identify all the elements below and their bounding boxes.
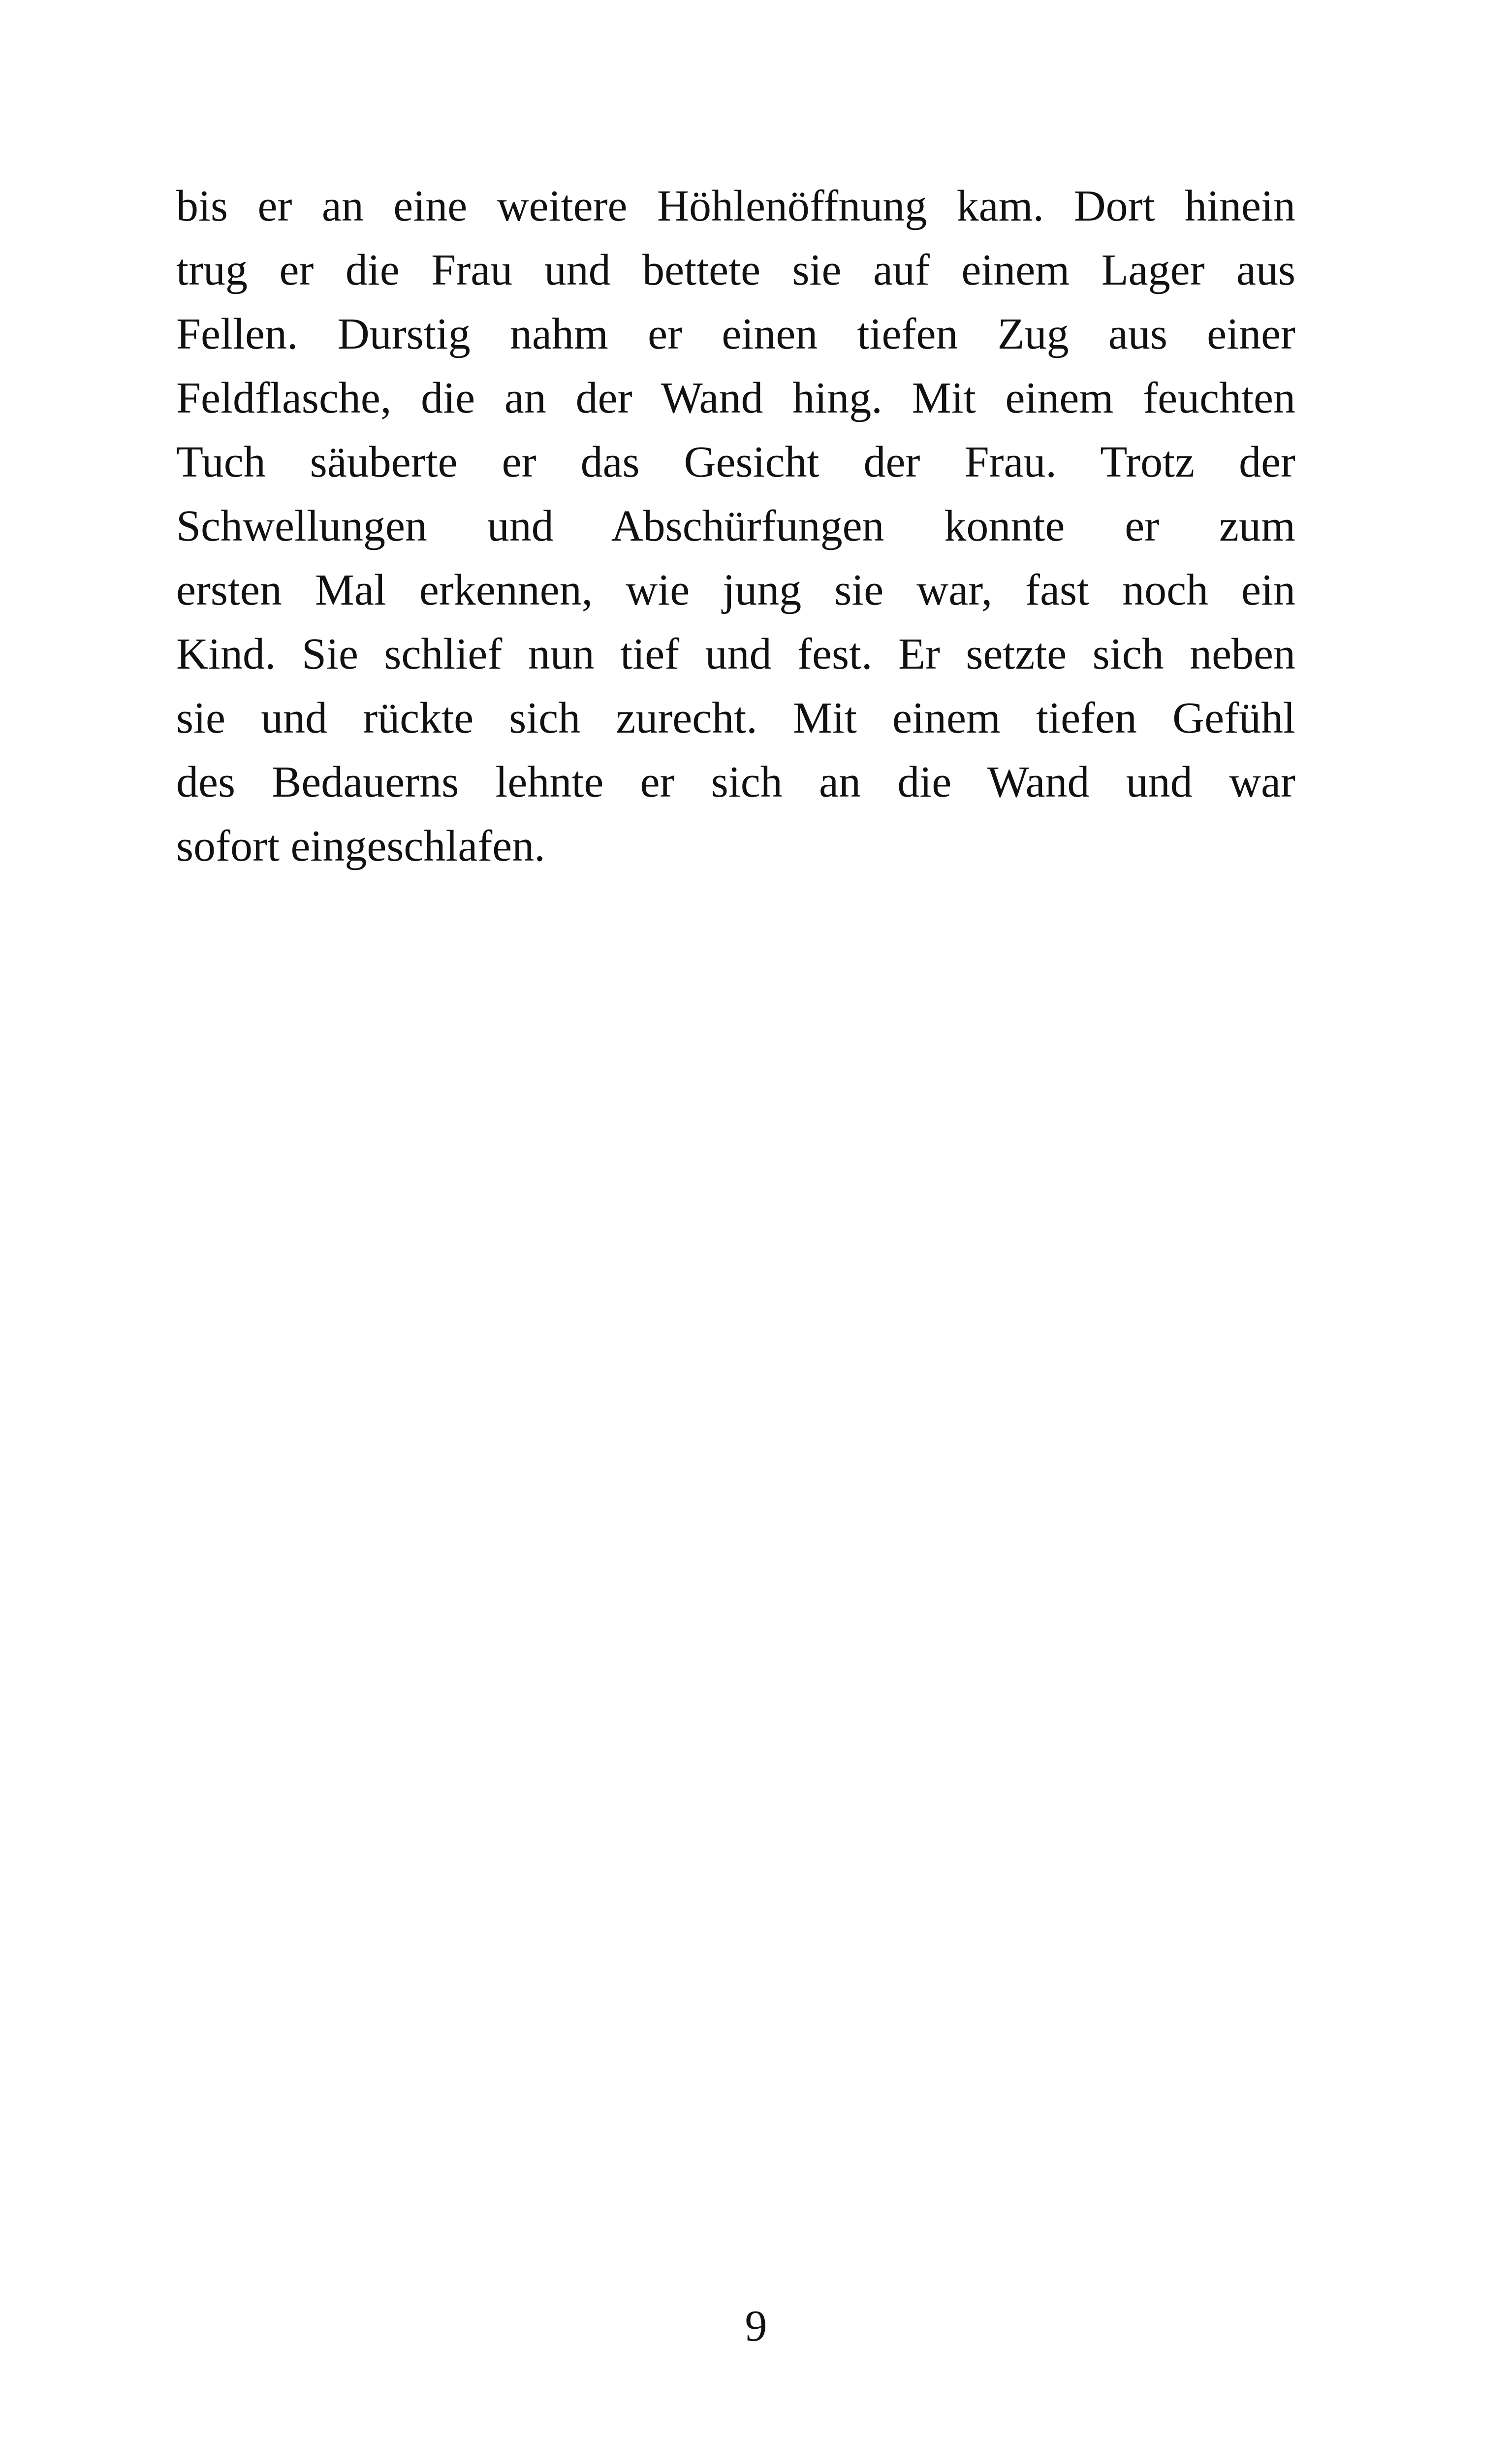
text-line: bis er an eine weitere Höhlenöffnung kam. Dort hinein [176, 182, 1295, 230]
text-line: des Bedauerns lehnte er sich an die Wand und war [176, 758, 1295, 806]
text-line: Tuch säuberte er das Gesicht der Frau. Trotz der [176, 438, 1295, 486]
text-line: Fellen. Durstig nahm er einen tiefen Zug aus einer [176, 310, 1295, 358]
text-line: Schwellungen und Abschürfungen konnte er zum [176, 502, 1295, 550]
paragraph [176, 174, 1295, 878]
text-line: trug er die Frau und bettete sie auf einem Lager aus [176, 246, 1295, 294]
text-line: ersten Mal erkennen, wie jung sie war, fast noch ein [176, 566, 1295, 614]
text-line: sofort eingeschlafen. [176, 822, 545, 870]
text-line: sie und rückte sich zurecht. Mit einem tiefen Gefühl [176, 694, 1295, 742]
text-line: Feldflasche, die an der Wand hing. Mit einem feuchten [176, 374, 1295, 422]
text-line: Kind. Sie schlief nun tief und fest. Er setzte sich neben [176, 630, 1295, 678]
page-number: 9 [745, 2302, 767, 2350]
